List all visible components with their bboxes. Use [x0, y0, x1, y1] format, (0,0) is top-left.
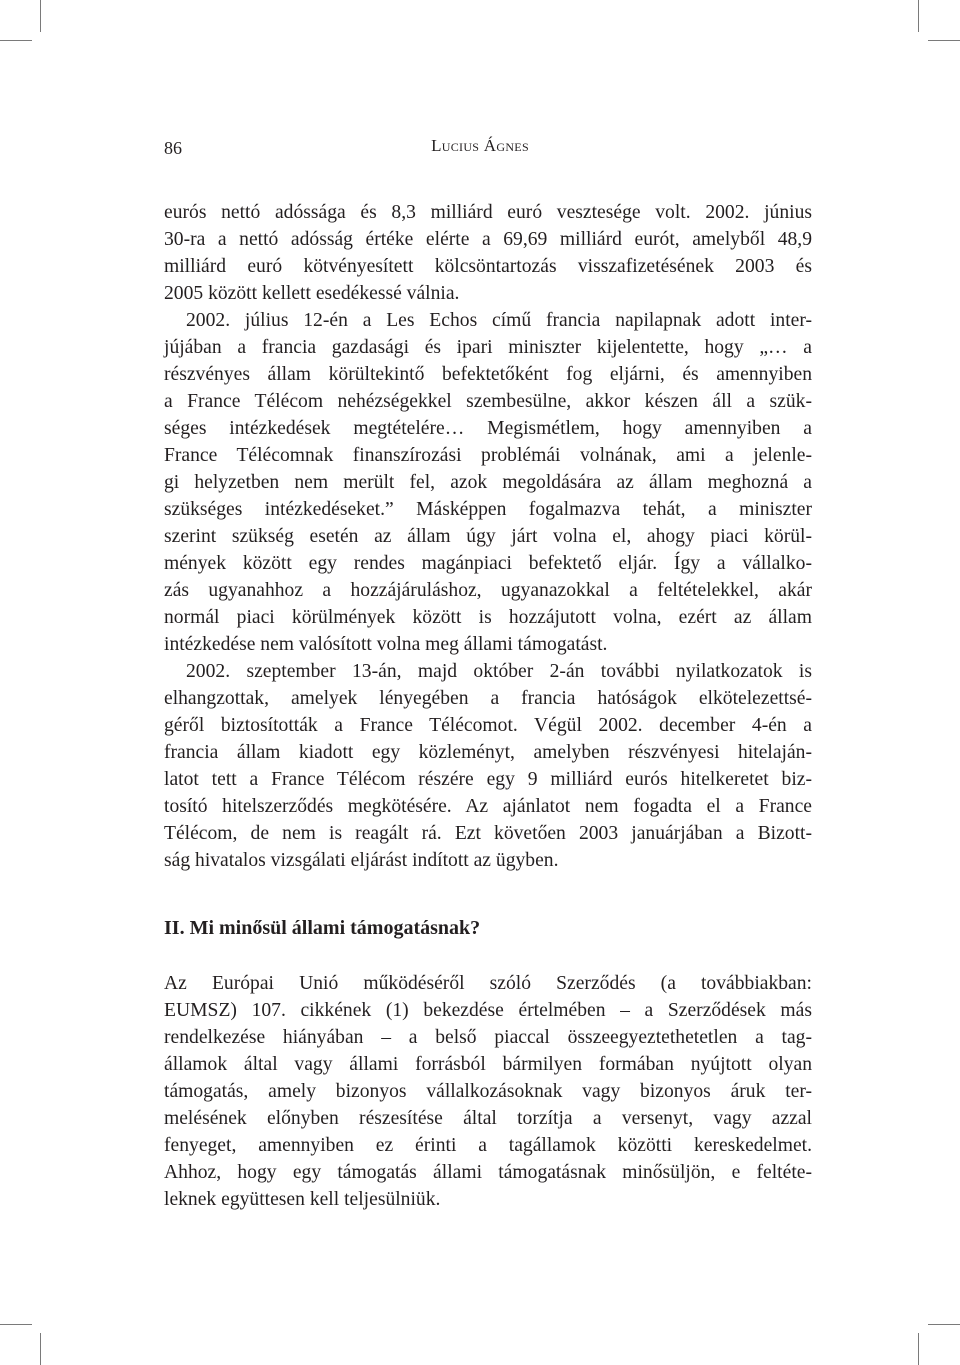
text-line: francia állam kiadott egy közleményt, amelyben részvényesi hitelaján-: [164, 742, 812, 763]
paragraph-3: [164, 658, 812, 874]
text-line: France Télécomnak finanszírozási problémái volnának, ami a jelenle-: [164, 445, 812, 466]
text-line: 2002. szeptember 13-án, majd október 2-án további nyilatkozatok is: [186, 661, 812, 682]
text-line: jújában a francia gazdasági és ipari miniszter kijelentette, hogy „… a: [164, 337, 812, 358]
text-line: 2002. július 12-én a Les Echos című francia napilapnak adott inter-: [186, 310, 812, 331]
text-line: zás ugyanahhoz a hozzájáruláshoz, ugyanazokkal a feltételekkel, akár: [164, 580, 812, 601]
running-head: [0, 134, 960, 158]
text-line: latot tett a France Télécom részére egy 9 milliárd eurós hitelkeretet biz-: [164, 769, 812, 790]
text-line: rendelkezése hiányában – a belső piaccal összeegyeztethetetlen a tag-: [164, 1027, 812, 1048]
text-line: államok által vagy állami forrásból bármilyen formában nyújtott olyan: [164, 1054, 812, 1075]
text-line: a France Télécom nehézségekkel szembesülne, akkor készen áll a szük-: [164, 391, 812, 412]
text-line: milliárd euró kötvényesített kölcsöntartozás visszafizetésének 2003 és: [164, 256, 812, 277]
text-line: normál piaci körülmények között is hozzájutott volna, ezért az állam: [164, 607, 812, 628]
text-line: Ahhoz, hogy egy támogatás állami támogatásnak minősüljön, e feltéte-: [164, 1162, 812, 1183]
text-line: mények között egy rendes magánpiaci befektető eljár. Így a vállalko-: [164, 553, 812, 574]
paragraph-4: [164, 970, 812, 1213]
crop-mark: [40, 0, 41, 32]
text-line: intézkedése nem valósított volna meg állami támogatást.: [164, 634, 608, 655]
crop-mark: [0, 1324, 32, 1325]
crop-mark: [928, 40, 960, 41]
text-line: leknek együttesen kell teljesülniük.: [164, 1189, 441, 1210]
paragraph-1: [164, 199, 812, 307]
paragraph-2: [164, 307, 812, 658]
text-line: szükséges intézkedéseket.” Másképpen fogalmazva tehát, a miniszter: [164, 499, 812, 520]
text-line: gi helyzetben nem merült fel, azok megoldására az állam meghozná a: [164, 472, 812, 493]
crop-mark: [928, 1324, 960, 1325]
crop-mark: [0, 40, 32, 41]
text-line: Télécom, de nem is reagált rá. Ezt követően 2003 januárjában a Bizott-: [164, 823, 812, 844]
text-line: fenyeget, amennyiben ez érinti a tagállamok közötti kereskedelmet.: [164, 1135, 812, 1156]
text-line: tosító hitelszerződés megkötésére. Az ajánlatot nem fogadta el a France: [164, 796, 812, 817]
section-heading: II. Mi minősül állami támogatásnak?: [164, 917, 481, 939]
text-line: melésének előnyben részesítése által torzítja a versenyt, vagy azzal: [164, 1108, 812, 1129]
text-line: támogatás, amely bizonyos vállalkozásoknak vagy bizonyos áruk ter-: [164, 1081, 812, 1102]
author-name: Lucius Ágnes: [431, 136, 529, 155]
text-line: Az Európai Unió működéséről szóló Szerződés (a továbbiakban:: [164, 973, 812, 994]
text-line: elhangzottak, amelyek lényegében a francia hatóságok elkötelezettsé-: [164, 688, 812, 709]
text-line: eurós nettó adóssága és 8,3 milliárd euró vesztesége volt. 2002. június: [164, 202, 812, 223]
crop-mark: [918, 0, 919, 32]
text-line: 30-ra a nettó adósság értéke elérte a 69,69 milliárd eurót, amelyből 48,9: [164, 229, 812, 250]
text-line: EUMSZ) 107. cikkének (1) bekezdése értelmében – a Szerződések más: [164, 1000, 812, 1021]
crop-mark: [918, 1333, 919, 1365]
crop-mark: [40, 1333, 41, 1365]
text-line: géről biztosították a France Télécomot. Végül 2002. december 4-én a: [164, 715, 812, 736]
text-line: ság hivatalos vizsgálati eljárást indított az ügyben.: [164, 850, 559, 871]
text-line: szerint szükség esetén az állam úgy járt volna el, ahogy piaci körül-: [164, 526, 812, 547]
page-number: 86: [164, 138, 182, 158]
text-line: séges intézkedések megtételére… Megismétlem, hogy amennyiben a: [164, 418, 812, 439]
text-line: részvényes állam körültekintő befektetőként fog eljárni, és amennyiben: [164, 364, 812, 385]
text-line: 2005 között kellett esedékessé válnia.: [164, 283, 460, 304]
